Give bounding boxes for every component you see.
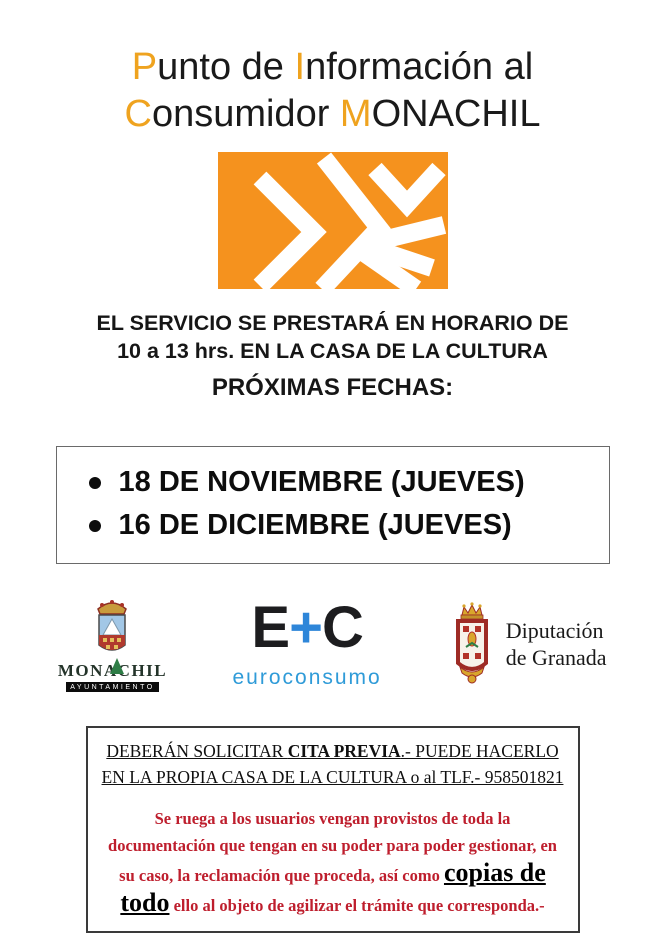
cita-previa-emphasis: CITA PREVIA	[287, 741, 401, 761]
title-accent-letter: P	[131, 46, 158, 88]
title-text: ONACHIL	[371, 93, 541, 135]
notice-part-2: ello al objeto de agilizar el trámite que corresponda.-	[169, 896, 545, 915]
page-title	[0, 0, 665, 138]
title-text: onsumidor	[151, 93, 340, 135]
euroconsumo-word: euroconsumo	[232, 665, 382, 689]
diputacion-line-2: de Granada	[505, 645, 607, 670]
title-text: unto de	[157, 46, 295, 88]
title-accent-letter: C	[124, 93, 152, 135]
monachil-logo	[58, 597, 166, 692]
copias-de-todo-emphasis: copias de todo	[120, 858, 546, 917]
ec-letter-e: E	[251, 594, 290, 660]
diputacion-logo	[448, 601, 607, 687]
diputacion-crest-icon	[448, 601, 496, 687]
date-label: 18 DE NOVIEMBRE (JUEVES)	[118, 466, 525, 498]
consumer-arrows-icon	[218, 152, 448, 289]
date-label: 16 DE DICIEMBRE (JUEVES)	[118, 509, 512, 541]
mountain-icon	[110, 658, 124, 674]
title-line-2	[0, 91, 665, 138]
partner-logos-row	[0, 592, 665, 696]
appointment-part-2: .- PUEDE HACERLO EN LA PROPIA CASA DE LA CULTURA o al TLF.- 958501821	[101, 741, 564, 787]
monachil-subtitle: AYUNTAMIENTO	[66, 682, 158, 692]
title-accent-letter: I	[294, 46, 306, 88]
date-list-item	[89, 461, 609, 504]
next-dates-heading: PRÓXIMAS FECHAS:	[211, 374, 454, 401]
diputacion-line-1: Diputación	[505, 618, 604, 643]
bullet-icon	[89, 520, 101, 532]
title-line-1	[0, 44, 665, 91]
monachil-crest-icon	[86, 597, 138, 659]
euroconsumo-logo	[232, 594, 382, 690]
documentation-notice	[102, 805, 564, 919]
appointment-part-1: DEBERÁN SOLICITAR	[106, 741, 288, 761]
schedule-line-2: 10 a 13 hrs. EN LA CASA DE LA CULTURA	[117, 339, 548, 363]
bullet-icon	[89, 477, 101, 489]
appointment-notice-box	[86, 726, 580, 933]
schedule-line-1: EL SERVICIO SE PRESTARÁ EN HORARIO DE	[96, 311, 569, 335]
dates-box	[56, 446, 610, 564]
appointment-text	[102, 738, 564, 790]
euroconsumo-mark	[251, 594, 363, 660]
monachil-name	[58, 661, 167, 681]
plus-icon: +	[289, 594, 322, 660]
notice-part-1: Se ruega a los usuarios vengan provistos de toda la documentación que tengan en su poder para poder gestionar, en su caso, la reclamación que proceda, así como	[108, 809, 557, 885]
date-list-item	[89, 504, 609, 547]
monachil-name-text: MONACHIL	[57, 660, 168, 680]
title-accent-letter: M	[339, 93, 372, 135]
title-text: nformación al	[305, 46, 534, 88]
service-schedule	[0, 309, 665, 365]
ec-letter-c: C	[321, 594, 363, 660]
diputacion-text	[506, 617, 607, 671]
